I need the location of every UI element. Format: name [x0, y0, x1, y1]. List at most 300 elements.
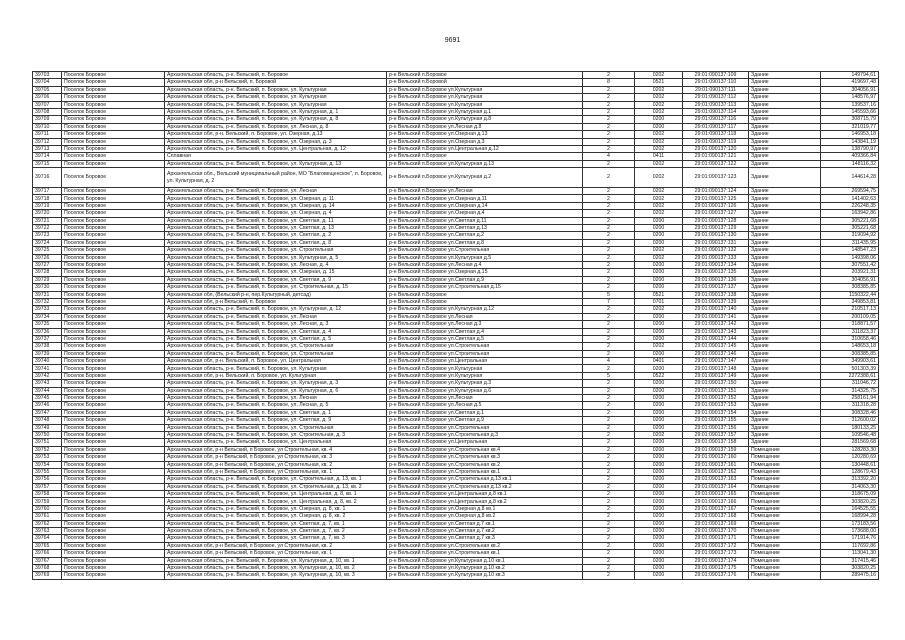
- code-cell: 0200: [635, 123, 683, 130]
- address-cell: Архангельская область, р-н. Вельский, п. Боровое, ул. Светлая, д. 9: [165, 276, 387, 283]
- table-row: [33, 247, 879, 254]
- table-row: [33, 210, 879, 217]
- group-cell: 2: [583, 254, 635, 261]
- cadastral-number-cell: 29:01:090137:163: [683, 476, 749, 483]
- cadastral-value-cell: 308715,79: [821, 116, 879, 123]
- code-cell: 0202: [635, 94, 683, 101]
- address-cell: Архангельская область, р-н. Вельский, п. Боровое, ул. Центральная, д. 8, кв. 1: [165, 491, 387, 498]
- table-row: [33, 145, 879, 152]
- address-cell: Архангельская область, р-н. Вельский, п. Боровое, ул. Озерная, д. 4: [165, 210, 387, 217]
- cadastral-value-cell: 311318,28: [821, 402, 879, 409]
- table-row: [33, 313, 879, 320]
- row-id-cell: 39707: [33, 101, 62, 108]
- settlement-cell: Поселок Боровое: [62, 439, 165, 446]
- address-cell: Архангельская область, р-н. Вельский, п. Боровое, ул. Культурная, д. 5: [165, 254, 387, 261]
- group-cell: 2: [583, 101, 635, 108]
- table-row: [33, 261, 879, 268]
- settlement-cell: Поселок Боровое: [62, 306, 165, 313]
- cadastral-value-cell: 144614,28: [821, 168, 879, 188]
- cadastral-number-cell: 29:01:090137:146: [683, 350, 749, 357]
- address-cell: Архангельская обл, р-н Вельский, п. Боровой: [165, 79, 387, 86]
- object-type-cell: Здание: [749, 350, 821, 357]
- code-cell: 0200: [635, 528, 683, 535]
- code-cell: 0200: [635, 483, 683, 490]
- address-cell: Архангельская область, р-н. Вельский, п. Боровое, ул. Светлая, д. 7, кв. 1: [165, 520, 387, 527]
- location-cell: р-н Вельский п.Боровое ул.Светлая д.8: [387, 239, 583, 246]
- code-cell: 0200: [635, 387, 683, 394]
- cadastral-value-cell: 148576,97: [821, 94, 879, 101]
- object-type-cell: Здание: [749, 254, 821, 261]
- row-id-cell: 39719: [33, 202, 62, 209]
- address-cell: Архангельская область, р-н. Вельский, п. Боровое, ул. Лесная: [165, 188, 387, 195]
- group-cell: 2: [583, 402, 635, 409]
- cadastral-value-cell: 349853,81: [821, 298, 879, 305]
- row-id-cell: 39737: [33, 335, 62, 342]
- code-cell: 0200: [635, 446, 683, 453]
- location-cell: р-н Вельский п.Боровое ул.Культурная д.3: [387, 380, 583, 387]
- group-cell: 2: [583, 350, 635, 357]
- cadastral-number-cell: 29:01:090137:164: [683, 483, 749, 490]
- cadastral-value-cell: 130448,61: [821, 461, 879, 468]
- object-type-cell: Здание: [749, 72, 821, 79]
- location-cell: р-н Вельский п.Боровое ул.Культурная: [387, 94, 583, 101]
- location-cell: р-н Вельский п.Боровое ул.Культурная д.1: [387, 108, 583, 115]
- cadastral-value-cell: 2272388,61: [821, 372, 879, 379]
- location-cell: р-н Вельский п.Боровое ул.Лесная д.4: [387, 261, 583, 268]
- group-cell: 2: [583, 424, 635, 431]
- settlement-cell: Поселок Боровое: [62, 372, 165, 379]
- location-cell: р-н Вельский п.Боровое ул.Центральная д.12: [387, 145, 583, 152]
- object-type-cell: Здание: [749, 328, 821, 335]
- code-cell: 0521: [635, 79, 683, 86]
- cadastral-value-cell: 313392,20: [821, 476, 879, 483]
- table-row: [33, 491, 879, 498]
- cadastral-number-cell: 29:01:090137:126: [683, 202, 749, 209]
- cadastral-number-cell: 29:01:090137:114: [683, 108, 749, 115]
- table-row: [33, 365, 879, 372]
- settlement-cell: Поселок Боровое: [62, 276, 165, 283]
- location-cell: р-н Вельский п.Боровое ул.Культурная: [387, 372, 583, 379]
- row-id-cell: 39767: [33, 557, 62, 564]
- location-cell: р-н Вельский п.Боровое ул.Строительная кв.2: [387, 542, 583, 549]
- address-cell: Архангельская область, р-н. Вельский, п. Боровое, ул. Озерная, д. 8, кв. 1: [165, 505, 387, 512]
- address-cell: Архангельская обл, р-н Вельский, п Боровое, ул Строительная, кв. 2: [165, 461, 387, 468]
- address-cell: Архангельская область, р-н. Вельский, п. Боровое, ул. Светлая, д. 11: [165, 217, 387, 224]
- row-id-cell: 39762: [33, 520, 62, 527]
- code-cell: 0200: [635, 313, 683, 320]
- cadastral-value-cell: 139537,16: [821, 101, 879, 108]
- row-id-cell: 39723: [33, 232, 62, 239]
- location-cell: р-н Вельский п.Боровое ул.Лесная д.8: [387, 123, 583, 130]
- cadastral-number-cell: 29:01:090137:156: [683, 424, 749, 431]
- settlement-cell: Поселок Боровое: [62, 254, 165, 261]
- object-type-cell: Здание: [749, 188, 821, 195]
- object-type-cell: Здание: [749, 306, 821, 313]
- group-cell: 2: [583, 217, 635, 224]
- object-type-cell: Здание: [749, 195, 821, 202]
- row-id-cell: 39710: [33, 123, 62, 130]
- group-cell: 2: [583, 505, 635, 512]
- cadastral-value-cell: 138790,97: [821, 145, 879, 152]
- address-cell: Архангельская обл, р-н Вельский, п Боровое, ул Строительная, кв. 1: [165, 468, 387, 475]
- cadastral-number-cell: 29:01:090137:143: [683, 328, 749, 335]
- settlement-cell: Поселок Боровое: [62, 476, 165, 483]
- location-cell: р-н Вельский п.Боровое ул.Светлая д.9: [387, 276, 583, 283]
- table-row: [33, 550, 879, 557]
- code-cell: 0401: [635, 358, 683, 365]
- location-cell: р-н Вельский п.Боровое ул.Строительная кв.4: [387, 446, 583, 453]
- group-cell: 2: [583, 276, 635, 283]
- table-row: [33, 468, 879, 475]
- location-cell: р-н Вельский п.Боровое ул.Культурная д.10 кв.1: [387, 557, 583, 564]
- code-cell: 0202: [635, 145, 683, 152]
- cadastral-value-table: [32, 71, 879, 580]
- cadastral-number-cell: 29:01:090137:130: [683, 232, 749, 239]
- cadastral-number-cell: 29:01:090137:150: [683, 380, 749, 387]
- settlement-cell: Поселок Боровое: [62, 528, 165, 535]
- row-id-cell: 39745: [33, 395, 62, 402]
- location-cell: р-н Вельский п.Боровое ул.Строительная д.13 кв.1: [387, 476, 583, 483]
- group-cell: 2: [583, 446, 635, 453]
- table-row: [33, 572, 879, 579]
- group-cell: 2: [583, 483, 635, 490]
- code-cell: 0522: [635, 372, 683, 379]
- table-row: [33, 483, 879, 490]
- table-row: [33, 461, 879, 468]
- address-cell: Архангельская область, р-н. Вельский, п. Боровое, ул. Строительная: [165, 350, 387, 357]
- code-cell: 0200: [635, 417, 683, 424]
- settlement-cell: Поселок Боровое: [62, 572, 165, 579]
- location-cell: р-н Вельский п.Боровое ул.Культурная д.13: [387, 160, 583, 167]
- settlement-cell: Поселок Боровое: [62, 195, 165, 202]
- code-cell: 0202: [635, 131, 683, 138]
- code-cell: 0200: [635, 550, 683, 557]
- settlement-cell: Поселок Боровое: [62, 225, 165, 232]
- table-row: [33, 476, 879, 483]
- location-cell: р-н Вельский п.Боровое ул.Строительная д.3: [387, 431, 583, 438]
- code-cell: 0202: [635, 160, 683, 167]
- settlement-cell: Поселок Боровое: [62, 417, 165, 424]
- location-cell: р-н Вельский п.Боровое ул.Лесная д.3: [387, 321, 583, 328]
- address-cell: Архангельская область, р-н. Вельский, п. Боровое, ул. Культурная, д. 10, кв. 3: [165, 572, 387, 579]
- cadastral-value-cell: 281569,68: [821, 439, 879, 446]
- table-row: [33, 217, 879, 224]
- object-type-cell: Здание: [749, 298, 821, 305]
- address-cell: Архангельская обл, р-н Вельский, п Боровое, ул Строительная, кв. 3: [165, 454, 387, 461]
- table-row: [33, 387, 879, 394]
- object-type-cell: Здание: [749, 380, 821, 387]
- table-row: [33, 116, 879, 123]
- location-cell: р-н Вельский п.Боровое ул.Строительная кв.2: [387, 461, 583, 468]
- object-type-cell: Здание: [749, 239, 821, 246]
- group-cell: 8: [583, 79, 635, 86]
- address-cell: Архангельская область, р-н. Вельский, п. Боровое, ул. Культурная, д. 13: [165, 160, 387, 167]
- object-type-cell: Здание: [749, 108, 821, 115]
- row-id-cell: 39765: [33, 542, 62, 549]
- location-cell: р-н Вельский п.Боровое ул.Культурная д.12: [387, 306, 583, 313]
- location-cell: р-н Вельский п.Боровое: [387, 153, 583, 160]
- group-cell: 2: [583, 550, 635, 557]
- object-type-cell: Помещение: [749, 550, 821, 557]
- cadastral-value-cell: 318871,57: [821, 321, 879, 328]
- location-cell: р-н Вельский п.Боровое ул.Культурная д.2: [387, 168, 583, 188]
- table-row: [33, 276, 879, 283]
- table-row: [33, 225, 879, 232]
- cadastral-number-cell: 29:01:090137:175: [683, 565, 749, 572]
- group-cell: 2: [583, 202, 635, 209]
- table-row: [33, 86, 879, 93]
- settlement-cell: Поселок Боровое: [62, 395, 165, 402]
- group-cell: 2: [583, 232, 635, 239]
- table-row: [33, 528, 879, 535]
- row-id-cell: 39746: [33, 402, 62, 409]
- table-row: [33, 446, 879, 453]
- settlement-cell: Поселок Боровое: [62, 380, 165, 387]
- location-cell: р-н Вельский п.Боровое ул.Светлая д.5: [387, 335, 583, 342]
- object-type-cell: Помещение: [749, 557, 821, 564]
- cadastral-value-cell: 163942,86: [821, 210, 879, 217]
- row-id-cell: 39715: [33, 160, 62, 167]
- group-cell: 2: [583, 528, 635, 535]
- location-cell: р-н Вельский п.Боровое: [387, 291, 583, 298]
- table-row: [33, 335, 879, 342]
- cadastral-number-cell: 29:01:090137:133: [683, 254, 749, 261]
- location-cell: р-н Вельский п.Боровое ул.Озерная д.8 кв.1: [387, 505, 583, 512]
- code-cell: 0202: [635, 86, 683, 93]
- group-cell: 2: [583, 123, 635, 130]
- location-cell: р-н Вельский п.Боровое ул.Культурная: [387, 101, 583, 108]
- settlement-cell: Поселок Боровое: [62, 313, 165, 320]
- object-type-cell: Помещение: [749, 454, 821, 461]
- code-cell: 0200: [635, 365, 683, 372]
- cadastral-value-cell: 409366,84: [821, 153, 879, 160]
- group-cell: 2: [583, 86, 635, 93]
- address-cell: Архангельская область, р-н. Вельский, п. Боровое, ул. Культурная, д. 1: [165, 108, 387, 115]
- settlement-cell: Поселок Боровое: [62, 217, 165, 224]
- group-cell: 2: [583, 335, 635, 342]
- location-cell: р-н Вельский п.Боровое ул.Озерная д.11: [387, 195, 583, 202]
- address-cell: Архангельская область, р-н. Вельский, п. Боровое, ул. Озерная, д. 15: [165, 269, 387, 276]
- cadastral-number-cell: 29:01:090137:151: [683, 387, 749, 394]
- table-row: [33, 188, 879, 195]
- row-id-cell: 39713: [33, 145, 62, 152]
- object-type-cell: Здание: [749, 291, 821, 298]
- object-type-cell: Здание: [749, 387, 821, 394]
- group-cell: 2: [583, 395, 635, 402]
- cadastral-value-cell: 304056,91: [821, 276, 879, 283]
- cadastral-number-cell: 29:01:090137:135: [683, 269, 749, 276]
- cadastral-value-cell: 113041,30: [821, 550, 879, 557]
- object-type-cell: Здание: [749, 417, 821, 424]
- settlement-cell: Поселок Боровое: [62, 387, 165, 394]
- cadastral-value-cell: 173688,00: [821, 528, 879, 535]
- address-cell: Архангельская область, р-н. Вельский, п. Боровое: [165, 72, 387, 79]
- cadastral-value-cell: 180133,25: [821, 424, 879, 431]
- row-id-cell: 39743: [33, 380, 62, 387]
- group-cell: 5: [583, 291, 635, 298]
- cadastral-number-cell: 29:01:090137:162: [683, 468, 749, 475]
- object-type-cell: Здание: [749, 276, 821, 283]
- row-id-cell: 39738: [33, 343, 62, 350]
- object-type-cell: Здание: [749, 79, 821, 86]
- settlement-cell: Поселок Боровое: [62, 557, 165, 564]
- row-id-cell: 39704: [33, 79, 62, 86]
- address-cell: Архангельская область, р-н. Вельский, п. Боровое, ул. Лесная, д. 4: [165, 261, 387, 268]
- cadastral-value-cell: 1150322,44: [821, 291, 879, 298]
- row-id-cell: 39751: [33, 439, 62, 446]
- cadastral-value-cell: 305221,68: [821, 225, 879, 232]
- cadastral-number-cell: 29:01:090137:128: [683, 217, 749, 224]
- object-type-cell: Здание: [749, 365, 821, 372]
- code-cell: 0200: [635, 380, 683, 387]
- code-cell: 0202: [635, 101, 683, 108]
- cadastral-number-cell: 29:01:090137:112: [683, 94, 749, 101]
- address-cell: Архангельская обл, (Вельский р-н, пер.Культурный, детсад): [165, 291, 387, 298]
- settlement-cell: Поселок Боровое: [62, 491, 165, 498]
- table-row: [33, 535, 879, 542]
- table-row: [33, 94, 879, 101]
- object-type-cell: Здание: [749, 439, 821, 446]
- object-type-cell: Помещение: [749, 483, 821, 490]
- settlement-cell: Поселок Боровое: [62, 424, 165, 431]
- cadastral-number-cell: 29:01:090137:160: [683, 454, 749, 461]
- address-cell: Архангельская область, р-н. Вельский, п. Боровое, ул. Центральная: [165, 439, 387, 446]
- settlement-cell: Поселок Боровое: [62, 365, 165, 372]
- group-cell: 7: [583, 298, 635, 305]
- code-cell: 0202: [635, 202, 683, 209]
- cadastral-number-cell: 29:01:090137:174: [683, 557, 749, 564]
- address-cell: Архангельская область, р-н. Вельский, п. Боровое, ул. Светлая, д. 2: [165, 232, 387, 239]
- object-type-cell: Здание: [749, 395, 821, 402]
- table-row: [33, 306, 879, 313]
- code-cell: 0200: [635, 261, 683, 268]
- settlement-cell: Поселок Боровое: [62, 153, 165, 160]
- address-cell: Архангельская область, р-н. Вельский, п. Боровое, ул. Лесная: [165, 313, 387, 320]
- location-cell: р-н Вельский п.Боровое ул.Строительная д.13 кв.2: [387, 483, 583, 490]
- cadastral-number-cell: 29:01:090137:121: [683, 153, 749, 160]
- code-cell: 0200: [635, 542, 683, 549]
- cadastral-value-cell: 289475,16: [821, 572, 879, 579]
- location-cell: р-н Вельский п.Боровое ул.Центральная д.8 кв.1: [387, 491, 583, 498]
- code-cell: 0200: [635, 232, 683, 239]
- location-cell: р-н Вельский п.Боровое ул.Светлая д.7 кв.2: [387, 528, 583, 535]
- cadastral-number-cell: 29:01:090137:120: [683, 145, 749, 152]
- cadastral-number-cell: 29:01:090137:124: [683, 188, 749, 195]
- location-cell: р-н Вельский п.Боровое ул.Светлая д.2: [387, 232, 583, 239]
- table-row: [33, 254, 879, 261]
- location-cell: р-н Вельский п.Боровое ул.Светлая д.13: [387, 225, 583, 232]
- code-cell: 0200: [635, 409, 683, 416]
- address-cell: Архангельская область, р-н. Вельский, п. Боровое, ул. Культурная, д. 10, кв. 2: [165, 565, 387, 572]
- table-row: [33, 557, 879, 564]
- location-cell: р-н Вельский п.Боровое ул.Лесная д.5: [387, 402, 583, 409]
- code-cell: 0202: [635, 343, 683, 350]
- row-id-cell: 39720: [33, 210, 62, 217]
- code-cell: 0701: [635, 298, 683, 305]
- location-cell: р-н Вельский п.Боровое ул.Озерная д.15: [387, 269, 583, 276]
- cadastral-number-cell: 29:01:090137:149: [683, 372, 749, 379]
- address-cell: Архангельская область, р-н. Вельский, п. Боровое, ул. Озерная, д. 11: [165, 195, 387, 202]
- cadastral-number-cell: 29:01:090137:141: [683, 313, 749, 320]
- address-cell: Архангельская область, р-н. Вельский, п. Боровое, ул. Культурная, д. 6: [165, 387, 387, 394]
- code-cell: 0202: [635, 188, 683, 195]
- address-cell: Архангельская обл., Вельский муниципальный район, МО "Благовещенское", п. Боровое, ул. Культурная, д. 2: [165, 168, 387, 188]
- object-type-cell: Помещение: [749, 476, 821, 483]
- code-cell: 0202: [635, 431, 683, 438]
- cadastral-number-cell: 29:01:090137:170: [683, 528, 749, 535]
- settlement-cell: Поселок Боровое: [62, 202, 165, 209]
- address-cell: Архангельская область, р-н. Вельский, п. Боровое, ул. Культурная, д. 3: [165, 380, 387, 387]
- address-cell: Архангельская область, р-н. Вельский, п. Боровое, ул. Строительная: [165, 343, 387, 350]
- code-cell: 0200: [635, 116, 683, 123]
- settlement-cell: Поселок Боровое: [62, 298, 165, 305]
- object-type-cell: Здание: [749, 284, 821, 291]
- location-cell: р-н Вельский п.Боровое ул.Культурная д.10 кв.2: [387, 565, 583, 572]
- code-cell: 0200: [635, 276, 683, 283]
- address-cell: Архангельская область, р-н. Вельский, п. Боровое, ул. Светлая, д. 13: [165, 225, 387, 232]
- location-cell: р-н Вельский п.Боровое ул.Культурная: [387, 86, 583, 93]
- row-id-cell: 39754: [33, 461, 62, 468]
- code-cell: 0200: [635, 565, 683, 572]
- location-cell: р-н Вельский п.Боровое ул.Светлая д.7 кв.3: [387, 535, 583, 542]
- object-type-cell: Здание: [749, 372, 821, 379]
- address-cell: Архангельская область, р-н. Вельский, п. Боровое, ул. Озерная, д. 3: [165, 138, 387, 145]
- location-cell: р-н Вельский п.Боровое ул.Озерная д.14: [387, 202, 583, 209]
- group-cell: 2: [583, 417, 635, 424]
- address-cell: Архангельская область, р-н. Вельский, п. Боровое, ул. Светлая, д. 1: [165, 409, 387, 416]
- address-cell: Архангельская область, р-н. Вельский, п. Боровое, ул. Культурная, д. 8: [165, 116, 387, 123]
- table-row: [33, 72, 879, 79]
- settlement-cell: Поселок Боровое: [62, 461, 165, 468]
- group-cell: 2: [583, 195, 635, 202]
- settlement-cell: Поселок Боровое: [62, 343, 165, 350]
- object-type-cell: Здание: [749, 123, 821, 130]
- group-cell: 2: [583, 476, 635, 483]
- group-cell: 2: [583, 542, 635, 549]
- group-cell: 2: [583, 108, 635, 115]
- settlement-cell: Поселок Боровое: [62, 328, 165, 335]
- settlement-cell: Поселок Боровое: [62, 513, 165, 520]
- table-row: [33, 417, 879, 424]
- group-cell: 2: [583, 409, 635, 416]
- settlement-cell: Поселок Боровое: [62, 123, 165, 130]
- group-cell: 2: [583, 269, 635, 276]
- cadastral-number-cell: 29:01:090137:159: [683, 446, 749, 453]
- address-cell: Архангельская обл, р-н. Вельский, п. Боровое, ул. Центральная: [165, 358, 387, 365]
- object-type-cell: Здание: [749, 225, 821, 232]
- location-cell: р-н Вельский п.Боровой: [387, 79, 583, 86]
- cadastral-value-cell: 314063,30: [821, 483, 879, 490]
- group-cell: 2: [583, 431, 635, 438]
- code-cell: 0411: [635, 153, 683, 160]
- address-cell: Архангельская область, р-н. Вельский, п. Боровое, ул. Культурная, д. 12: [165, 306, 387, 313]
- object-type-cell: Помещение: [749, 572, 821, 579]
- code-cell: 0200: [635, 476, 683, 483]
- group-cell: 2: [583, 145, 635, 152]
- group-cell: 2: [583, 313, 635, 320]
- code-cell: 0200: [635, 468, 683, 475]
- location-cell: р-н Вельский п.Боровое ул.Центральная: [387, 358, 583, 365]
- cadastral-value-cell: 148547,23: [821, 247, 879, 254]
- object-type-cell: Здание: [749, 232, 821, 239]
- object-type-cell: Здание: [749, 145, 821, 152]
- group-cell: 2: [583, 380, 635, 387]
- location-cell: р-н Вельский п.Боровое ул.Озерная д.4: [387, 210, 583, 217]
- object-type-cell: Здание: [749, 138, 821, 145]
- address-cell: Архангельская область, р-н. Вельский, п. Боровое, ул. Светлая, д. 4: [165, 328, 387, 335]
- group-cell: 2: [583, 284, 635, 291]
- row-id-cell: 39756: [33, 476, 62, 483]
